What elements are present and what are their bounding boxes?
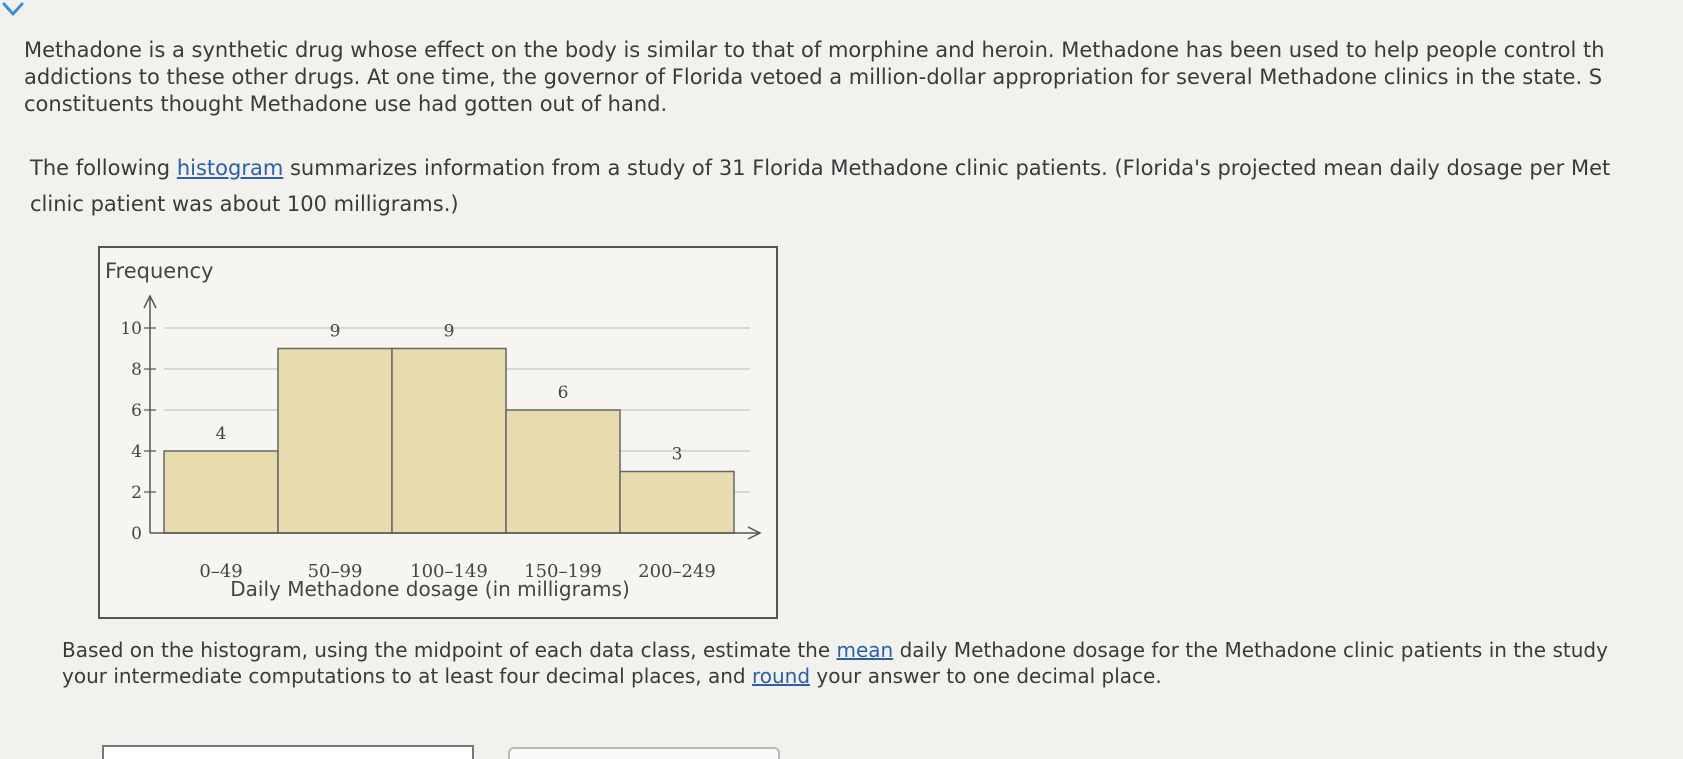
- study-paragraph: [30, 150, 1610, 222]
- answer-input[interactable]: [102, 745, 474, 759]
- bar-data-label: 4: [215, 424, 227, 444]
- study-text-pre: The following: [30, 156, 177, 180]
- x-tick-label: 50–99: [307, 561, 363, 582]
- intro-paragraph: [24, 37, 1605, 118]
- histogram-bar: [392, 349, 506, 534]
- question-line-2: [62, 663, 1608, 689]
- histogram-bar: [620, 472, 734, 534]
- intro-line-1: Methadone is a synthetic drug whose effect on the body is similar to that of morphine and heroin. Methadone has been used to help people control th: [24, 38, 1605, 62]
- histogram-bar: [278, 349, 392, 534]
- study-text-post: summarizes information from a study of 31 Florida Methadone clinic patients. (Florida's projected mean daily dosage per Met: [283, 156, 1611, 180]
- question-text-post: daily Methadone dosage for the Methadone clinic patients in the study: [893, 638, 1608, 662]
- histogram-chart: [98, 246, 778, 619]
- bar-data-label: 6: [557, 383, 569, 403]
- x-tick-label: 200–249: [638, 561, 716, 582]
- bar-data-label: 3: [671, 444, 683, 465]
- study-line-2: clinic patient was about 100 milligrams.): [30, 192, 459, 216]
- round-link[interactable]: round: [751, 664, 811, 688]
- question-text2-post: your answer to one decimal place.: [810, 664, 1162, 688]
- histogram-bar: [506, 410, 620, 533]
- x-tick-label: 150–199: [524, 561, 602, 582]
- y-tick-label: 8: [131, 360, 142, 380]
- y-tick-label: 0: [131, 524, 142, 544]
- bar-data-label: 9: [329, 321, 341, 342]
- chevron-down-icon[interactable]: [0, 0, 28, 20]
- histogram-link[interactable]: histogram: [176, 156, 284, 180]
- bar-data-label: 9: [443, 321, 455, 342]
- study-line-1: [30, 150, 1610, 186]
- histogram-svg: [100, 248, 776, 617]
- intro-line-2: addictions to these other drugs. At one time, the governor of Florida vetoed a million-dollar appropriation for several Methadone clinics in the state. S: [24, 65, 1603, 89]
- intro-line-3: constituents thought Methadone use had gotten out of hand.: [24, 92, 668, 116]
- x-axis-label: Daily Methadone dosage (in milligrams): [230, 577, 630, 601]
- y-tick-label: 2: [131, 483, 142, 503]
- y-tick-label: 4: [131, 442, 142, 462]
- question-text2-pre: your intermediate computations to at least four decimal places, and: [62, 664, 752, 688]
- x-tick-label: 0–49: [199, 561, 243, 582]
- question-paragraph: [62, 637, 1608, 689]
- mean-link[interactable]: mean: [836, 638, 894, 662]
- y-axis-label: Frequency: [105, 259, 214, 283]
- secondary-button[interactable]: [508, 747, 780, 759]
- question-text-pre: Based on the histogram, using the midpoint of each data class, estimate the: [62, 638, 837, 662]
- y-tick-label: 6: [131, 401, 142, 421]
- histogram-bar: [164, 451, 278, 533]
- x-tick-label: 100–149: [410, 561, 488, 582]
- question-line-1: [62, 637, 1608, 663]
- y-tick-label: 10: [120, 319, 142, 339]
